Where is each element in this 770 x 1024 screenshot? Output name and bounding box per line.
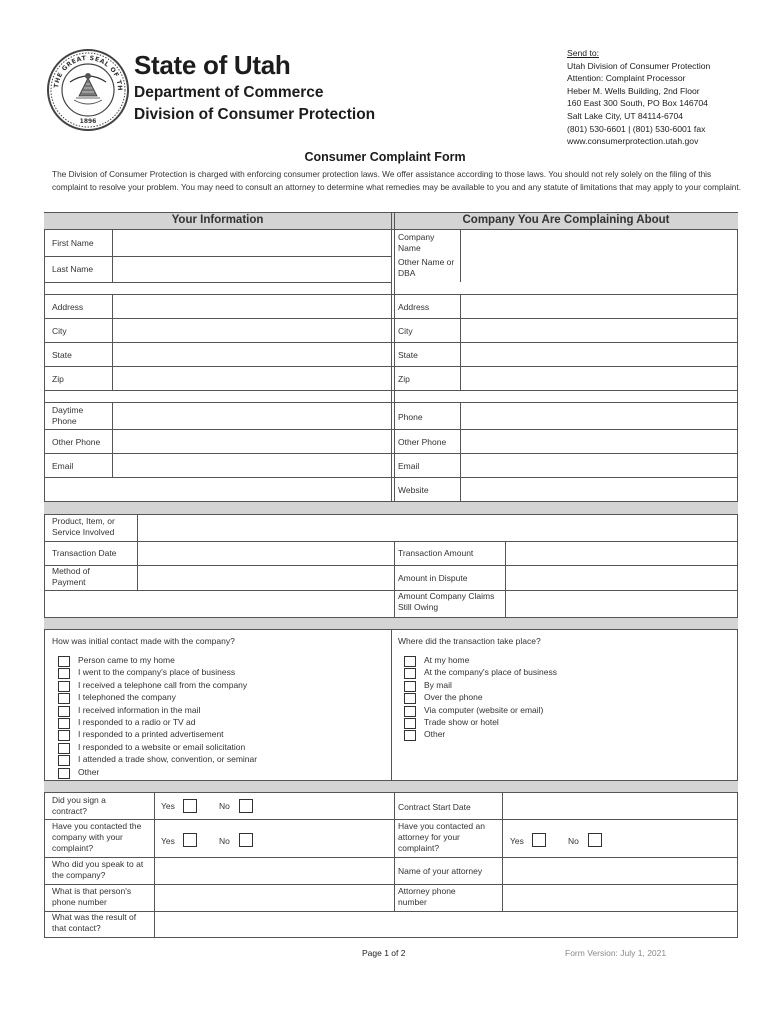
division-name: Division of Consumer Protection (134, 106, 376, 123)
sign-contract-no-label: No (219, 801, 230, 811)
initial-contact-checkbox[interactable] (58, 681, 70, 692)
send-to-block (567, 47, 710, 148)
transaction-place-checkbox[interactable] (404, 693, 416, 704)
initial-contact-option-label: I telephoned the company (78, 692, 176, 703)
page-number: Page 1 of 2 (362, 948, 406, 958)
your-information-heading: Your Information (171, 214, 264, 226)
transaction-place-checkbox[interactable] (404, 668, 416, 679)
seal-year: 1896 (79, 118, 97, 125)
send-to-label: Send to: (567, 48, 600, 58)
attorney-phone-field[interactable] (503, 885, 737, 911)
attorney-phone-label: Attorney phone number (398, 886, 456, 907)
sign-contract-no-checkbox[interactable] (239, 799, 253, 813)
who-spoke-label: Who did you speak to at the company? (52, 859, 144, 880)
first-name-field[interactable] (113, 231, 391, 256)
company-phone-label: Phone (398, 412, 423, 422)
initial-contact-option-label: Person came to my home (78, 655, 175, 665)
company-email-label: Email (398, 461, 420, 471)
product-field[interactable] (138, 516, 737, 541)
product-label: Product, Item, or Service Involved (52, 516, 115, 537)
company-city-label: City (398, 326, 413, 336)
payment-method-field[interactable] (138, 566, 394, 590)
sign-contract-yes-label: Yes (161, 801, 175, 811)
form-title: Consumer Complaint Form (304, 150, 466, 164)
transaction-date-field[interactable] (138, 542, 394, 565)
address-label: Address (52, 302, 84, 312)
department-name: Department of Commerce (134, 84, 324, 101)
initial-contact-checkbox[interactable] (58, 718, 70, 729)
person-phone-field[interactable] (155, 885, 394, 911)
address-field[interactable] (113, 295, 391, 318)
company-name-label: Company Name (398, 232, 435, 253)
daytime-phone-field[interactable] (113, 403, 391, 429)
company-other-phone-field[interactable] (461, 430, 737, 453)
transaction-place-question: Where did the transaction take place? (398, 636, 541, 646)
great-seal-of-utah-icon (46, 48, 130, 132)
transaction-place-option-label: Via computer (website or email) (424, 704, 544, 715)
contacted-company-yes-checkbox[interactable] (183, 833, 197, 847)
page-title: State of Utah (134, 50, 291, 80)
initial-contact-checkbox[interactable] (58, 730, 70, 741)
company-state-field[interactable] (461, 343, 737, 366)
company-website-field[interactable] (461, 478, 737, 501)
company-city-field[interactable] (461, 319, 737, 342)
separator-band (44, 617, 738, 630)
initial-contact-checkbox[interactable] (58, 693, 70, 704)
other-name-field[interactable] (461, 257, 737, 282)
zip-label: Zip (52, 374, 64, 384)
send-to-line: Heber M. Wells Building, 2nd Floor (567, 85, 700, 96)
transaction-place-checkbox[interactable] (404, 718, 416, 729)
send-to-line: (801) 530-6601 | (801) 530-6001 fax (567, 123, 706, 134)
amount-owing-field[interactable] (506, 591, 737, 617)
transaction-date-label: Transaction Date (52, 548, 117, 558)
contacted-attorney-no-label: No (568, 836, 579, 846)
zip-field[interactable] (113, 367, 391, 390)
send-to-line: 160 East 300 South, PO Box 146704 (567, 98, 708, 109)
transaction-place-checkbox[interactable] (404, 681, 416, 692)
sign-contract-yes-checkbox[interactable] (183, 799, 197, 813)
company-zip-field[interactable] (461, 367, 737, 390)
separator-band (44, 501, 738, 515)
daytime-phone-label: Daytime Phone (52, 405, 84, 426)
company-heading: Company You Are Complaining About (462, 214, 670, 226)
initial-contact-checkbox[interactable] (58, 706, 70, 717)
company-email-field[interactable] (461, 454, 737, 477)
payment-method-label: Method of Payment (52, 566, 90, 587)
transaction-place-option-label: Other (424, 729, 446, 740)
initial-contact-option-label: I responded to a printed advertisement (78, 729, 224, 740)
other-name-label: Other Name or DBA (398, 257, 455, 278)
company-website-label: Website (398, 485, 429, 495)
person-phone-label: What is that person's phone number (52, 886, 132, 907)
email-label: Email (52, 461, 74, 471)
contacted-company-label: Have you contacted the company with your complaint? (52, 821, 142, 853)
transaction-place-option-label: Trade show or hotel (424, 717, 499, 727)
city-field[interactable] (113, 319, 391, 342)
transaction-place-option-label: At my home (424, 655, 470, 665)
initial-contact-option-label: I went to the company's place of business (78, 667, 236, 678)
last-name-field[interactable] (113, 257, 391, 282)
contract-start-label: Contract Start Date (398, 802, 471, 812)
amount-in-dispute-field[interactable] (506, 566, 737, 590)
state-field[interactable] (113, 343, 391, 366)
amount-in-dispute-label: Amount in Dispute (398, 573, 468, 583)
transaction-place-checkbox[interactable] (404, 706, 416, 717)
sign-contract-label: Did you sign a contract? (52, 795, 106, 816)
contacted-attorney-yes-checkbox[interactable] (532, 833, 546, 847)
company-zip-label: Zip (398, 374, 410, 384)
amount-owing-label: Amount Company Claims Still Owing (398, 591, 495, 612)
attorney-name-field[interactable] (503, 858, 737, 884)
who-spoke-field[interactable] (155, 858, 394, 884)
initial-contact-option-label: I received a telephone call from the company (78, 679, 248, 690)
initial-contact-checkbox[interactable] (58, 768, 70, 779)
transaction-place-checkbox[interactable] (404, 656, 416, 667)
transaction-place-option-label: At the company's place of business (424, 667, 557, 678)
company-address-label: Address (398, 302, 430, 312)
contacted-company-yes-label: Yes (161, 836, 175, 846)
initial-contact-checkbox[interactable] (58, 668, 70, 679)
send-to-line: Utah Division of Consumer Protection (567, 60, 711, 71)
transaction-amount-field[interactable] (506, 542, 737, 565)
send-to-line: Attention: Complaint Processor (567, 73, 686, 84)
other-phone-label: Other Phone (52, 437, 101, 447)
transaction-place-option-label: By mail (424, 679, 452, 690)
company-name-field[interactable] (461, 231, 737, 256)
initial-contact-checkbox[interactable] (58, 743, 70, 754)
email-field[interactable] (113, 454, 391, 477)
transaction-place-option-label: Over the phone (424, 692, 483, 703)
initial-contact-checkbox[interactable] (58, 656, 70, 667)
contacted-company-no-checkbox[interactable] (239, 833, 253, 847)
company-state-label: State (398, 350, 418, 360)
company-address-field[interactable] (461, 295, 737, 318)
company-other-phone-label: Other Phone (398, 437, 447, 447)
initial-contact-option-label: I responded to a radio or TV ad (78, 717, 196, 727)
attorney-name-label: Name of your attorney (398, 866, 483, 876)
contacted-attorney-no-checkbox[interactable] (588, 833, 602, 847)
last-name-label: Last Name (52, 264, 94, 274)
transaction-place-checkbox[interactable] (404, 730, 416, 741)
result-field[interactable] (155, 912, 737, 937)
send-to-line: Salt Lake City, UT 84114-6704 (567, 110, 684, 121)
city-label: City (52, 326, 67, 336)
send-to-website: www.consumerprotection.utah.gov (567, 136, 699, 147)
initial-contact-option-label: Other (78, 766, 100, 777)
separator-band (44, 780, 738, 793)
initial-contact-option-label: I attended a trade show, convention, or seminar (78, 754, 258, 765)
initial-contact-option-label: I received information in the mail (78, 704, 201, 715)
form-version: Form Version: July 1, 2021 (565, 948, 667, 958)
company-phone-field[interactable] (461, 403, 737, 429)
svg-text:THE GREAT SEAL OF THE STATE OF: THE GREAT SEAL OF TH (53, 54, 124, 92)
initial-contact-checkbox[interactable] (58, 755, 70, 766)
initial-contact-question: How was initial contact made with the company? (52, 636, 235, 646)
other-phone-field[interactable] (113, 430, 391, 453)
intro-paragraph: The Division of Consumer Protection is charged with enforcing consumer protection laws. We offer assistance according to those laws. You should not rely solely on the filing of this complaint to resolve your problem. You may need to consult an attorney to determine what remedies may be available to you and any statute of limitations that may apply to your complaint. (52, 169, 742, 192)
first-name-label: First Name (52, 238, 94, 248)
contacted-company-no-label: No (219, 836, 230, 846)
result-label: What was the result of that contact? (52, 912, 137, 933)
contacted-attorney-yes-label: Yes (510, 836, 524, 846)
transaction-amount-label: Transaction Amount (398, 548, 474, 558)
state-label: State (52, 350, 72, 360)
initial-contact-option-label: I responded to a website or email solicitation (78, 741, 246, 752)
contract-start-field[interactable] (503, 794, 737, 819)
contacted-attorney-label: Have you contacted an attorney for your complaint? (398, 821, 485, 853)
